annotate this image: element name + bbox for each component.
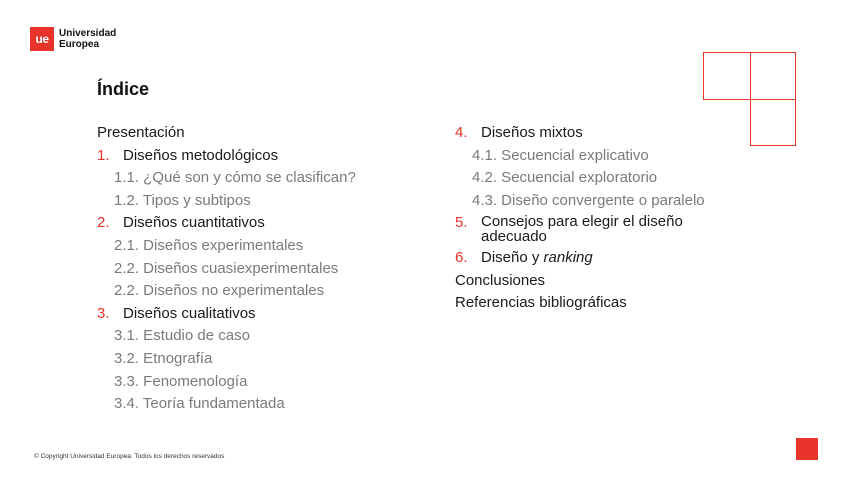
toc-item-number: 2. — [97, 214, 110, 232]
toc-item-conclusiones: Conclusiones — [455, 271, 546, 289]
toc-item-6 — [455, 249, 755, 267]
toc-subitem-3-4: 3.4. Teoría fundamentada — [114, 395, 285, 413]
toc-item-label-italic: ranking — [543, 248, 593, 266]
toc-item-label: Diseños cuantitativos — [123, 214, 265, 232]
toc-item-label: Diseños cualitativos — [123, 304, 256, 322]
university-logo — [30, 27, 116, 51]
toc-item-1 — [97, 147, 427, 165]
toc-subitem-3-3: 3.3. Fenomenología — [114, 372, 248, 390]
page-title: Índice — [97, 79, 150, 99]
toc-item-label: Diseños metodológicos — [123, 146, 279, 164]
toc-left-column — [97, 124, 427, 418]
toc-item-number: 1. — [97, 146, 110, 164]
toc-subitem-4-3: 4.3. Diseño convergente o paralelo — [472, 191, 705, 209]
decorative-square-3 — [750, 99, 796, 146]
decorative-square-1 — [703, 52, 751, 100]
toc-item-number: 4. — [455, 124, 468, 141]
toc-right-column — [455, 124, 755, 317]
logo-mark: ue — [30, 27, 54, 51]
toc-item-label: Presentación — [97, 124, 185, 141]
logo-name-line2: Europea — [59, 39, 100, 50]
logo-wordmark — [59, 28, 116, 50]
decorative-square-2 — [750, 52, 796, 100]
toc-item-2 — [97, 214, 427, 232]
toc-subitem-3-1: 3.1. Estudio de caso — [114, 327, 250, 345]
toc-subitem-1-2: 1.2. Tipos y subtipos — [114, 191, 251, 209]
logo-name-line1: Universidad — [59, 28, 117, 39]
toc-subitem-1-1: 1.1. ¿Qué son y cómo se clasifican? — [114, 169, 356, 187]
toc-subitem-4-2: 4.2. Secuencial exploratorio — [472, 169, 658, 187]
toc-item-3 — [97, 305, 427, 323]
copyright-footer: © Copyright Universidad Europea. Todos los derechos reservados — [34, 453, 225, 460]
toc-item-number: 6. — [455, 248, 468, 266]
toc-item-presentacion — [97, 124, 427, 142]
toc-subitem-2-2b: 2.2. Diseños no experimentales — [114, 282, 325, 300]
toc-item-number: 3. — [97, 304, 110, 322]
toc-subitem-2-2a: 2.2. Diseños cuasiexperimentales — [114, 259, 339, 277]
toc-item-referencias: Referencias bibliográficas — [455, 294, 627, 312]
toc-item-number: 5. — [455, 214, 468, 232]
toc-item-label: Consejos para elegir el diseño adecuado — [481, 213, 683, 246]
toc-item-4 — [455, 124, 755, 142]
toc-subitem-2-1: 2.1. Diseños experimentales — [114, 236, 304, 254]
toc-subitem-3-2: 3.2. Etnografía — [114, 349, 213, 367]
toc-item-label: Diseños mixtos — [481, 124, 583, 141]
decorative-red-square — [796, 438, 818, 460]
toc-item-5 — [455, 214, 755, 244]
toc-item-label: Diseño y — [481, 248, 544, 266]
toc-subitem-4-1: 4.1. Secuencial explicativo — [472, 146, 649, 164]
